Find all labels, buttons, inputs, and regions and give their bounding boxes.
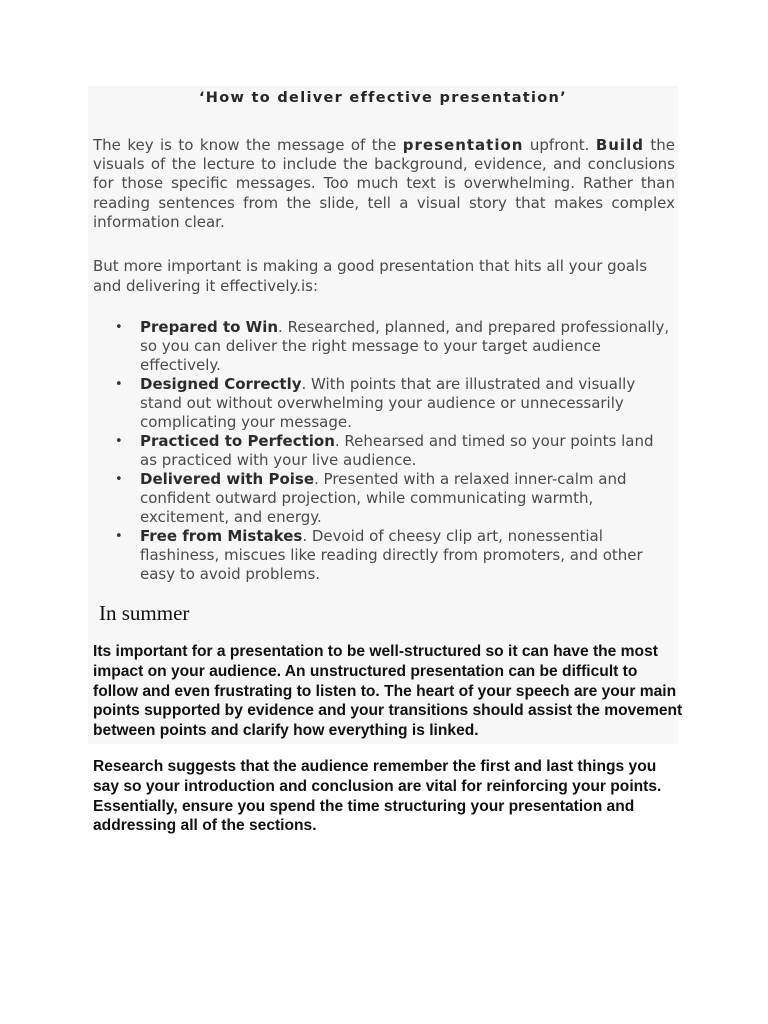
goal-label: Designed Correctly bbox=[140, 375, 302, 393]
list-item bbox=[93, 470, 673, 527]
goal-label: Free from Mistakes bbox=[140, 527, 303, 545]
bullet-icon: • bbox=[115, 320, 123, 335]
goals-list bbox=[93, 318, 673, 584]
list-item bbox=[93, 375, 673, 432]
summary-heading: In summer bbox=[99, 601, 190, 625]
list-item bbox=[93, 527, 673, 584]
bullet-icon: • bbox=[115, 434, 123, 449]
summary-paragraph-1: Its important for a presentation to be well-structured so it can have the most impact on your audience. An unstructured presentation can be difficult to follow and even frustrating to listen to. The heart of your speech are your main points supported by evidence and your transitions should assist the movement between points and clarify how everything is linked. bbox=[93, 643, 683, 740]
list-item bbox=[93, 432, 673, 470]
goal-text: . With points that are illustrated and visually stand out without overwhelming your audience or unnecessarily complicating your message. bbox=[140, 375, 636, 431]
goal-label: Prepared to Win bbox=[140, 318, 279, 336]
intro-bold-presentation: presentation bbox=[402, 136, 524, 154]
bullet-icon: • bbox=[115, 472, 123, 487]
goal-text: . Presented with a relaxed inner-calm and confident outward projection, while communicating warmth, excitement, and energy. bbox=[140, 470, 627, 526]
intro-text-1: The key is to know the message of the bbox=[93, 136, 403, 154]
list-item bbox=[93, 318, 673, 375]
lead-in-paragraph: But more important is making a good presentation that hits all your goals and delivering it effectively.is: bbox=[93, 257, 648, 295]
bullet-icon: • bbox=[115, 529, 123, 544]
intro-text-2: upfront. bbox=[523, 136, 596, 154]
goal-label: Practiced to Perfection bbox=[140, 432, 335, 450]
summary-paragraph-2: Research suggests that the audience remember the first and last things you say so your introduction and conclusion are vital for reinforcing your points. Essentially, ensure you spend the time structuring your presentation and addressing all of the sections. bbox=[93, 758, 662, 835]
goal-label: Delivered with Poise bbox=[140, 470, 315, 488]
intro-text-3: the visuals of the lecture to include the background, evidence, and conclusions for those specific messages. Too much text is overwhelming. Rather than reading sentences from the slide, tell a visual story that makes complex information clear. bbox=[93, 136, 675, 231]
bullet-icon: • bbox=[115, 377, 123, 392]
intro-paragraph bbox=[93, 136, 675, 232]
goal-text: . Researched, planned, and prepared professionally, so you can deliver the right message to your target audience effectively. bbox=[140, 318, 670, 374]
goal-text: . Devoid of cheesy clip art, nonessential flashiness, miscues like reading directly from promoters, and other easy to avoid problems. bbox=[140, 527, 643, 583]
intro-bold-build: Build bbox=[595, 136, 644, 154]
goal-text: . Rehearsed and timed so your points land as practiced with your live audience. bbox=[140, 432, 654, 469]
document-title: ‘How to deliver effective presentation’ bbox=[198, 90, 567, 106]
